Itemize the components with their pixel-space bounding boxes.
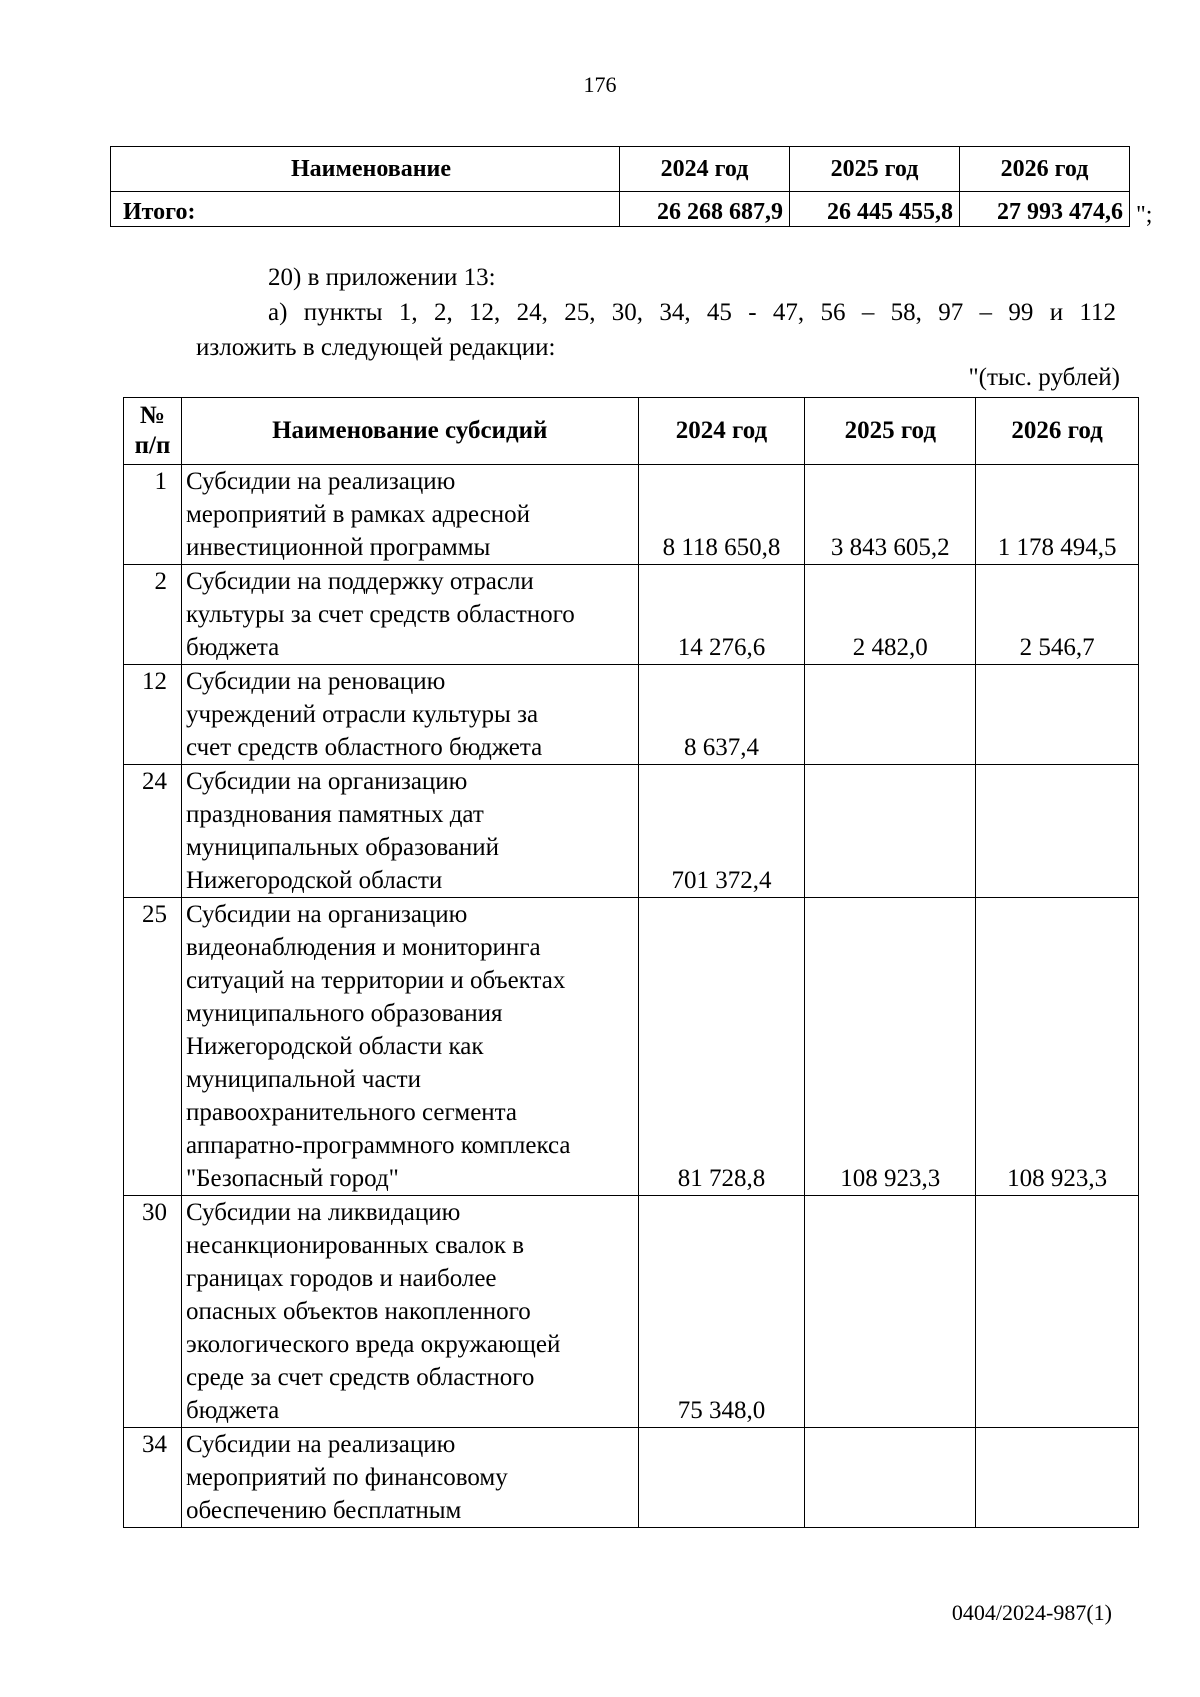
subsidy-name-line: Субсидии на организацию <box>185 768 468 795</box>
totals-row <box>111 192 1130 227</box>
subsidy-name-line: Субсидии на реновацию <box>185 668 446 695</box>
subsidy-name-line: празднования памятных дат <box>185 801 484 828</box>
row-number: 24 <box>124 765 182 898</box>
row-number: 34 <box>124 1428 182 1528</box>
header-2026: 2026 год <box>976 398 1139 465</box>
subsidy-name-line: муниципального образования <box>185 1000 503 1027</box>
header-name: Наименование субсидий <box>181 398 638 465</box>
subsidy-name-line: Нижегородской области как <box>185 1033 484 1060</box>
table-row <box>124 1196 1139 1428</box>
amount-2025 <box>805 665 976 765</box>
subsidy-name-line: Субсидии на реализацию <box>185 468 456 495</box>
subsidy-name-line: мероприятий в рамках адресной <box>185 501 531 528</box>
table-row <box>124 465 1139 565</box>
subsidy-name-line: правоохранительного сегмента <box>185 1099 518 1126</box>
amount-2026 <box>976 1428 1139 1528</box>
item-heading: 20) в приложении 13: <box>268 264 496 291</box>
amount-2026 <box>976 765 1139 898</box>
row-number: 30 <box>124 1196 182 1428</box>
subsidy-name-line: обеспечению бесплатным <box>185 1497 462 1524</box>
unit-label: "(тыс. рублей) <box>968 364 1120 391</box>
header-num-label: № п/п <box>134 402 171 459</box>
subsidy-name-line: культуры за счет средств областного <box>185 601 575 628</box>
totals-header-2026: 2026 год <box>960 147 1130 192</box>
table-row <box>124 1428 1139 1528</box>
subsidy-name-line: ситуаций на территории и объектах <box>185 967 566 994</box>
closing-quote: "; <box>1136 202 1153 228</box>
amount-2024: 701 372,4 <box>638 765 805 898</box>
amount-2025 <box>805 1196 976 1428</box>
totals-2026: 27 993 474,6 <box>960 192 1130 227</box>
totals-2025: 26 445 455,8 <box>790 192 960 227</box>
subsidy-name-line: муниципальной части <box>185 1066 421 1093</box>
amount-2026: 108 923,3 <box>976 898 1139 1196</box>
subsidy-name <box>181 465 638 565</box>
subsidy-name <box>181 898 638 1196</box>
totals-header-name: Наименование <box>111 147 620 192</box>
subsidy-name-line: среде за счет средств областного <box>185 1364 535 1391</box>
subsidy-name-line: мероприятий по финансовому <box>185 1464 508 1491</box>
amount-2026 <box>976 665 1139 765</box>
amount-2025 <box>805 765 976 898</box>
subsidy-name-line: Субсидии на реализацию <box>185 1431 456 1458</box>
subsidy-name-line: аппаратно-программного комплекса <box>185 1132 571 1159</box>
subsidy-name-line: опасных объектов накопленного <box>185 1298 531 1325</box>
header-2025: 2025 год <box>805 398 976 465</box>
subsidy-name-line: Нижегородской области <box>185 867 443 894</box>
amount-2024: 81 728,8 <box>638 898 805 1196</box>
header-num <box>124 398 182 465</box>
amount-2024: 8 637,4 <box>638 665 805 765</box>
subsidy-name-line: инвестиционной программы <box>185 534 491 561</box>
subsidy-name-line: "Безопасный город" <box>185 1165 399 1192</box>
subsidy-name <box>181 1196 638 1428</box>
totals-2024: 26 268 687,9 <box>620 192 790 227</box>
totals-header-2024: 2024 год <box>620 147 790 192</box>
amount-2026: 1 178 494,5 <box>976 465 1139 565</box>
header-2024: 2024 год <box>638 398 805 465</box>
subitem-continuation: изложить в следующей редакции: <box>196 334 556 361</box>
subsidy-name-line: Субсидии на ликвидацию <box>185 1199 461 1226</box>
table-row <box>124 898 1139 1196</box>
amount-2026: 2 546,7 <box>976 565 1139 665</box>
subsidy-name <box>181 565 638 665</box>
row-number: 25 <box>124 898 182 1196</box>
totals-label: Итого: <box>111 192 620 227</box>
totals-header-2025: 2025 год <box>790 147 960 192</box>
subsidy-name-line: несанкционированных свалок в <box>185 1232 525 1259</box>
subsidy-name-line: Субсидии на организацию <box>185 901 468 928</box>
table-row <box>124 565 1139 665</box>
subsidy-name-line: бюджета <box>185 634 280 661</box>
page-number: 176 <box>583 72 617 97</box>
row-number: 1 <box>124 465 182 565</box>
subsidy-name-line: видеонаблюдения и мониторинга <box>185 934 541 961</box>
subsidies-body <box>124 465 1139 1528</box>
subsidy-name <box>181 1428 638 1528</box>
subsidy-name-line: границах городов и наиболее <box>185 1265 497 1292</box>
amount-2024: 75 348,0 <box>638 1196 805 1428</box>
amount-2025: 108 923,3 <box>805 898 976 1196</box>
amount-2025: 3 843 605,2 <box>805 465 976 565</box>
subsidy-name-line: бюджета <box>185 1397 280 1424</box>
amount-2026 <box>976 1196 1139 1428</box>
table-row <box>124 765 1139 898</box>
subitem-text: а) пункты 1, 2, 12, 24, 25, 30, 34, 45 - 47, 56 – 58, 97 – 99 и 112 <box>268 299 1116 326</box>
amount-2024 <box>638 1428 805 1528</box>
subsidy-name-line: учреждений отрасли культуры за <box>185 701 539 728</box>
subsidy-name-line: экологического вреда окружающей <box>185 1331 561 1358</box>
subsidy-name <box>181 765 638 898</box>
totals-header-row <box>111 147 1130 192</box>
row-number: 12 <box>124 665 182 765</box>
subsidy-name-line: счет средств областного бюджета <box>185 734 543 761</box>
subsidy-name-line: Субсидии на поддержку отрасли <box>185 568 534 595</box>
subsidies-header-row <box>124 398 1139 465</box>
amount-2025 <box>805 1428 976 1528</box>
amount-2024: 8 118 650,8 <box>638 465 805 565</box>
subsidy-name <box>181 665 638 765</box>
document-code: 0404/2024-987(1) <box>951 1600 1112 1625</box>
subsidies-table <box>123 397 1139 1528</box>
row-number: 2 <box>124 565 182 665</box>
subsidy-name-line: муниципальных образований <box>185 834 500 861</box>
amount-2025: 2 482,0 <box>805 565 976 665</box>
totals-table <box>110 146 1130 227</box>
amount-2024: 14 276,6 <box>638 565 805 665</box>
table-row <box>124 665 1139 765</box>
